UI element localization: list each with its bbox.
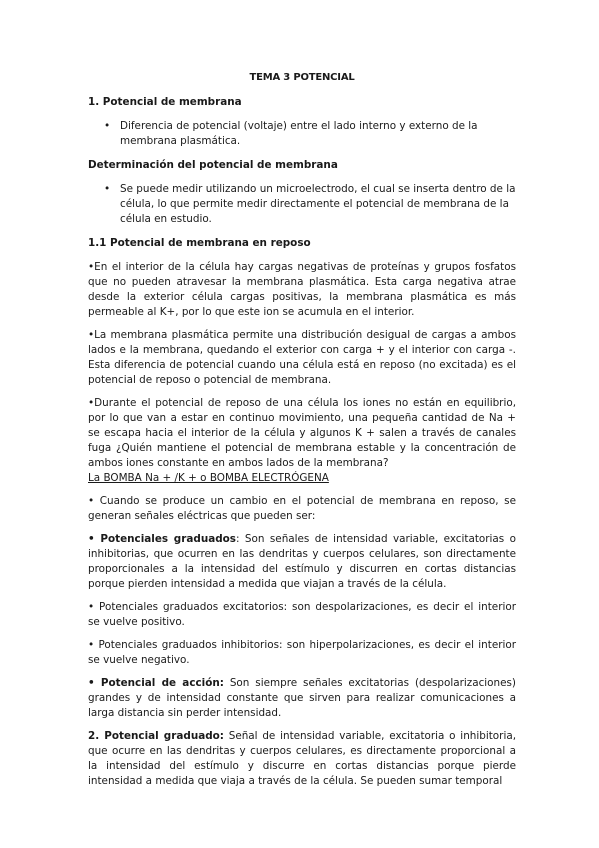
list-item — [88, 182, 516, 227]
paragraph-text: Son siempre señales excitatorias (despolarizaciones) grandes y de intensidad constante que sirven para realizar comunicaciones a larga distancia sin perder intensidad. — [88, 677, 516, 719]
document-content — [88, 70, 516, 797]
section-heading-potencial-membrana: 1. Potencial de membrana — [88, 96, 242, 108]
list-item — [88, 119, 516, 149]
bomba-na-k-link-text: La BOMBA Na + /K + o BOMBA ELECTRÓGENA — [88, 472, 329, 484]
paragraph-inhibitorios: • Potenciales graduados inhibitorios: son hiperpolarizaciones, es decir el interior se vuelve negativo. — [88, 639, 516, 666]
bullet-icon: • — [104, 120, 111, 132]
paragraph-distribucion-desigual: •La membrana plasmática permite una distribución desigual de cargas a ambos lados e la membrana, quedando el exterior con carga + y el interior con carga -. Esta diferencia de potencial cuando una célula está en reposo (no excitada) es el potencial de reposo o potencial de membrana. — [88, 329, 516, 386]
paragraph-excitatorios: • Potenciales graduados excitatorios: son despolarizaciones, es decir el interior se vuelve positivo. — [88, 601, 516, 628]
list-item-text: Se puede medir utilizando un microelectrodo, el cual se inserta dentro de la célula, lo que permite medir directamente el potencial de membrana de la célula en estudio. — [120, 183, 516, 225]
term-potencial-graduado: 2. Potencial graduado: — [88, 730, 224, 742]
term-potenciales-graduados: • Potenciales graduados — [88, 533, 236, 545]
document-title: TEMA 3 POTENCIAL — [249, 72, 355, 83]
bullet-list-determinacion — [88, 182, 516, 227]
bullet-list-definition — [88, 119, 516, 149]
section-heading-determinacion: Determinación del potencial de membrana — [88, 159, 338, 171]
paragraph-equilibrio-iones — [88, 396, 516, 486]
paragraph-senales-electricas: • Cuando se produce un cambio en el potencial de membrana en reposo, se generan señales eléctricas que pueden ser: — [88, 495, 516, 522]
term-potencial-accion: • Potencial de acción: — [88, 677, 224, 689]
section-heading-reposo: 1.1 Potencial de membrana en reposo — [88, 237, 311, 249]
paragraph-text: •Durante el potencial de reposo de una célula los iones no están en equilibrio, por lo que van a estar en continuo movimiento, una pequeña cantidad de Na + se escapa hacia el interior de la célula y algunos K + salen a través de canales fuga ¿Quién mantiene el potencial de membrana estable y la concentración de ambos iones constante en ambos lados de la membrana? — [88, 397, 516, 469]
paragraph-potencial-graduado-def — [88, 729, 516, 789]
paragraph-cargas-negativas: •En el interior de la célula hay cargas negativas de proteínas y grupos fosfatos que no pueden atravesar la membrana plasmática. Esta carga negativa atrae desde la exterior célula cargas positivas, la membrana plasmática es más permeable al K+, por lo que este ion se acumula en el interior. — [88, 261, 516, 318]
list-item-text: Diferencia de potencial (voltaje) entre el lado interno y externo de la membrana plasmática. — [120, 120, 478, 147]
paragraph-text: : Son señales de intensidad variable, excitatorias o inhibitorias, que ocurren en las dendritas y cuerpos celulares, son directamente proporcionales a la intensidad del estímulo y discurren en cortas distancias porque pierden intensidad a medida que viajan a través de la célula. — [88, 533, 516, 590]
bullet-icon: • — [104, 183, 111, 195]
paragraph-potencial-accion — [88, 676, 516, 721]
paragraph-text: Señal de intensidad variable, excitatoria o inhibitoria, que ocurre en las dendritas y cuerpos celulares, es directamente proporcional a la intensidad del estímulo y discurre en cortas distancias porque pierde intensidad a medida que viaja a través de la célula. Se pueden sumar temporal — [88, 730, 516, 787]
paragraph-potenciales-graduados — [88, 532, 516, 592]
